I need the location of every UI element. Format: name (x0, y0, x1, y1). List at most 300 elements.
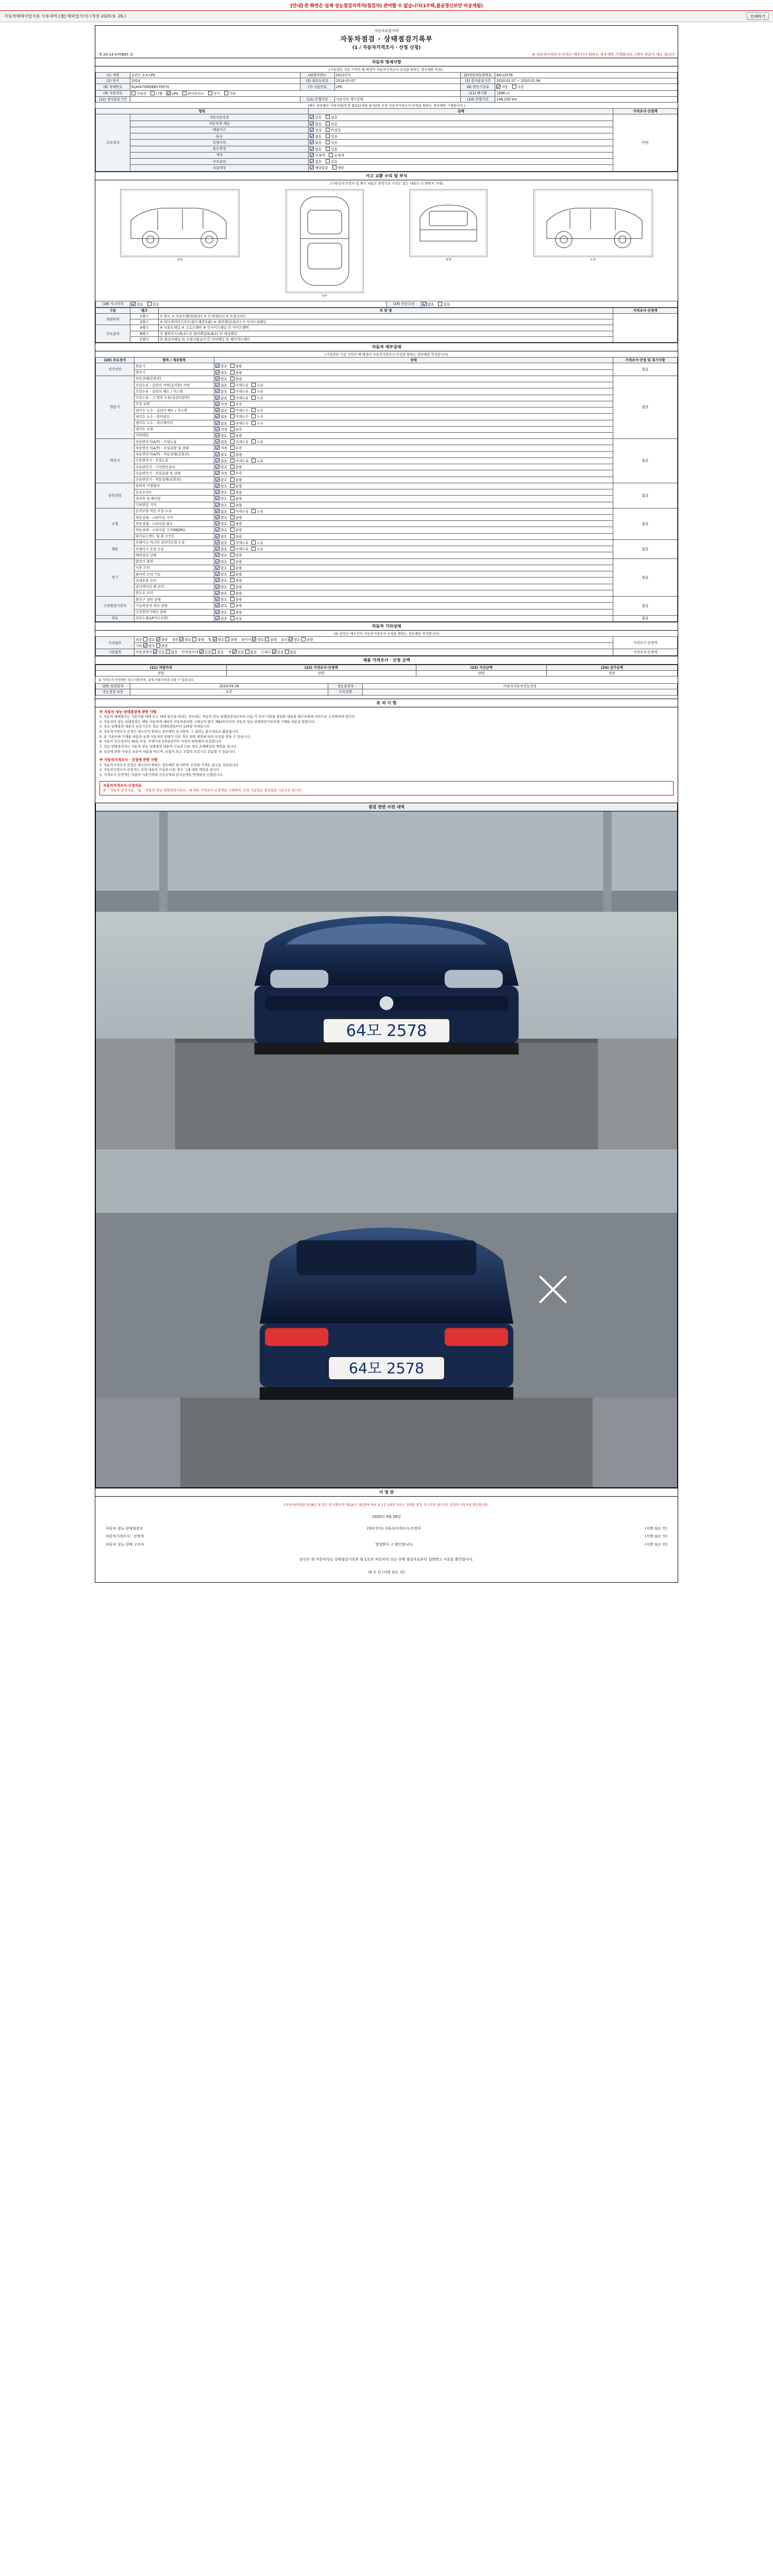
detail-item-label: 구동축전지 격리 상태 (135, 603, 214, 609)
table-row (96, 464, 678, 470)
detail-item-state (214, 508, 613, 514)
opt-achromatic[interactable]: 무채색 (310, 153, 325, 158)
opt-none[interactable]: 없음 (310, 147, 322, 151)
section-accident-title: 사고 교환 수리 및 부식 (95, 172, 678, 180)
accident-legend-value (130, 301, 387, 307)
signature-date: 2020년 9월 26일 (372, 1514, 401, 1519)
table-row (96, 388, 678, 395)
page-subtitle: (1 / 자동차가격조사 · 산정 신청) (352, 45, 421, 50)
detail-option[interactable]: 불량 (230, 484, 242, 488)
detail-item-state (214, 457, 613, 464)
detail-option[interactable]: 불량 (230, 560, 242, 564)
detail-option[interactable]: 불량 (230, 433, 242, 438)
misc-repair-cells (135, 637, 613, 643)
detail-option[interactable]: 누유 (251, 389, 263, 394)
parts-list-1: ① 후드 ② 프론트휀더(좌/우) ③ 도어(좌/우) ④ 트렁크리드 (159, 313, 613, 319)
detail-option[interactable]: 미세누유 (230, 389, 248, 394)
status-state-7 (309, 152, 613, 158)
detail-option[interactable]: 양호 (215, 528, 227, 532)
terms-item: 3. 가격조사·산정액은 차량의 기본가격에 가산금액과 감가금액을 반영하여 산출합니다. (99, 772, 224, 777)
detail-option[interactable]: 누유 (251, 439, 263, 444)
parts-col-parts: 부 위 명 (159, 308, 613, 313)
detail-option[interactable]: 불량 (230, 572, 242, 577)
detail-option[interactable]: 불량 (230, 364, 242, 368)
detail-option[interactable]: 미세누유 (230, 459, 248, 463)
detail-option[interactable]: 없음 (215, 509, 227, 514)
detail-item-state (214, 615, 613, 621)
detail-item-label: 시동 모터 (135, 565, 214, 571)
table-row (96, 313, 678, 319)
detail-item-state (214, 590, 613, 596)
detail-option[interactable]: 누유 (251, 383, 263, 387)
basic-label-5b: (13) 주행거리 (300, 96, 334, 102)
detail-item-label: 발전기 출력 (135, 558, 214, 565)
detail-option[interactable]: 양호 (215, 534, 227, 539)
table-row (96, 615, 678, 621)
section-misc-note: (4) 항목은 매수인이 자동차가격조사·산정을 원하는 경우에만 작성합니다) (333, 632, 440, 636)
detail-option[interactable]: 미세누유 (230, 547, 248, 551)
transmission-auto[interactable]: 자동 (496, 84, 508, 89)
basic-label-3b: (7) 사용연료 (300, 84, 334, 90)
table-row (96, 301, 678, 307)
detail-option[interactable]: 양호 (215, 603, 227, 608)
detail-col-4: 가격조사·산정 및 특기사항 (613, 358, 678, 363)
table-row (96, 515, 678, 521)
basic-value-4 (130, 90, 461, 96)
parts-group-2: 주요골격 (96, 325, 130, 343)
misc-etc[interactable]: 기타 양호 불량 (136, 644, 168, 649)
detail-option[interactable]: 누유 (251, 547, 263, 551)
table-row (96, 325, 678, 331)
table-row (96, 84, 678, 90)
detail-option[interactable]: 불량 (230, 603, 242, 608)
detail-option[interactable]: 미세누수 (230, 414, 248, 419)
table-row (96, 584, 678, 590)
detail-option[interactable]: 양호 (215, 560, 227, 564)
detail-option[interactable]: 불량 (230, 478, 242, 482)
detail-option[interactable]: 없음 (215, 421, 227, 426)
detail-option[interactable]: 없음 (215, 408, 227, 413)
fuel-lpg[interactable]: LPG (166, 91, 178, 96)
inspector-table (95, 683, 678, 695)
doc-number-row (95, 52, 678, 58)
detail-option[interactable]: 양호 (215, 496, 227, 501)
window-titlebar (0, 11, 773, 22)
detail-option[interactable]: 불량 (230, 465, 242, 469)
table-row (96, 643, 678, 649)
detail-option[interactable]: 양호 (215, 566, 227, 570)
table-row (96, 565, 678, 571)
detail-option[interactable]: 미세누유 (230, 383, 248, 387)
detail-option[interactable]: 불량 (230, 534, 242, 539)
detail-item-label: 커먼레일 (135, 432, 214, 438)
section-basic-title: 자동차 명세사항 (95, 58, 678, 66)
detail-group-label: 조향 (96, 508, 135, 539)
detail-option[interactable]: 불량 (230, 591, 242, 596)
table-row (96, 496, 678, 502)
detail-option[interactable]: 불량 (230, 610, 242, 615)
table-row (96, 603, 678, 609)
fuel-etc[interactable]: 기타 (224, 91, 236, 96)
terms-s2-list (99, 763, 674, 778)
detail-item-label: 와이퍼 모터 기능 (135, 571, 214, 578)
detail-item-state (214, 558, 613, 565)
detail-option[interactable]: 불량 (230, 585, 242, 589)
detail-option[interactable]: 누수 (251, 408, 263, 413)
detail-option[interactable]: 양호 (215, 515, 227, 520)
transmission-manual[interactable]: 수동 (512, 84, 524, 89)
status-state-2 (309, 121, 613, 127)
detail-item-state (214, 578, 613, 584)
fuel-gasoline[interactable]: 가솔린 (131, 91, 146, 96)
opt-exist[interactable]: 있음 (326, 140, 338, 145)
inspector-k2: 성능점검자 (328, 684, 363, 689)
buyer-sign-label[interactable]: 매 수 인 (서명 또는 인) (368, 1570, 405, 1575)
detail-option[interactable]: 누유 (251, 540, 263, 545)
detail-option[interactable]: 누유 (251, 509, 263, 514)
detail-option[interactable]: 양호 (215, 572, 227, 577)
section-detail-title: 자동차 세부상태 (95, 343, 678, 351)
opt-exist[interactable]: 있음 (326, 159, 338, 164)
detail-option[interactable]: 없음 (215, 383, 227, 387)
opt-chromatic[interactable]: 유채색 (329, 153, 344, 158)
table-row (96, 432, 678, 438)
detail-option[interactable]: 양호 (215, 585, 227, 589)
detail-item-state (214, 432, 613, 438)
misc-interior[interactable]: 내장 양호 불량 (172, 638, 204, 642)
detail-option[interactable]: 양호 (215, 490, 227, 495)
detail-option[interactable]: 불량 (230, 553, 242, 557)
detail-option[interactable]: 없음 (215, 547, 227, 551)
detail-option[interactable]: 양호 (215, 610, 227, 615)
status-item-9: 리콜대상 (130, 165, 309, 171)
final-val-2: 만원 (226, 670, 416, 676)
table-row (96, 420, 678, 426)
opt-exist[interactable]: 있음 (326, 147, 338, 151)
detail-option[interactable]: 불량 (230, 566, 242, 570)
table-row (96, 670, 678, 676)
table-row (96, 426, 678, 432)
opt-na[interactable]: 해당없음 (310, 165, 328, 170)
detail-item-state (214, 408, 613, 414)
print-button[interactable]: 인쇄하기 (747, 12, 769, 20)
section-misc-title: 자동차 기타상태 (95, 622, 678, 631)
detail-group-label: 원동기 (96, 376, 135, 438)
detail-item-label: 냉각수 누수 - 워터펌프 (135, 414, 214, 420)
opt-exist[interactable]: 있음 (326, 134, 338, 139)
sign-mid-1: (매수인이) 자동차가격조사·산정자 (366, 1526, 421, 1531)
detail-option[interactable]: 양호 (215, 484, 227, 488)
accident-exist[interactable]: 있음 (147, 302, 159, 307)
status-item-6: 용도변경 (130, 146, 309, 152)
detail-option[interactable]: 불량 (230, 503, 242, 507)
detail-option[interactable]: 없음 (215, 414, 227, 419)
detail-option[interactable]: 양호 (215, 591, 227, 596)
table-row (96, 489, 678, 496)
detail-option[interactable]: 누유 (251, 396, 263, 400)
photo-section (95, 803, 678, 1488)
detail-item-label: 오일 유량 (135, 401, 214, 407)
signature-notice: [자동차관리법] 제 58조 및 같은 법 시행규칙 제120조 제1항에 따라 위 1호 2개항 부터는 상태를 점검, 다 1호와 제시지조 산업자 사업자를 확인합니다. (284, 1503, 489, 1507)
table-row (96, 319, 678, 325)
repair-none[interactable]: 없음 (423, 302, 434, 307)
detail-option[interactable]: 양호 (215, 377, 227, 381)
detail-option[interactable]: 부족 (230, 471, 242, 476)
detail-group-label: 자기진단 (96, 363, 135, 376)
parts-list-5: ⑮ 플로어패널 ⑯ 트렁크플로어 ⑰ 리어패널 ⑱ 패키지트레이 (159, 336, 613, 342)
detail-option[interactable]: 미세누수 (230, 408, 248, 413)
status-state-3 (309, 127, 613, 133)
parts-list-2: ⑤ 라디에이터서포트(볼트체결부품) ⑥ 쿼터패널(좌/우) ⑦ 사이드실패널 (159, 319, 613, 325)
detail-option[interactable]: 양호 (215, 578, 227, 583)
inspector-v3: 보증 (130, 689, 328, 695)
detail-item-label: 작동상태(공회전) (135, 376, 214, 382)
detail-item-label: 냉각수 누수 - 라디에이터 (135, 420, 214, 426)
misc-triangle[interactable]: 안전삼각대 있음 없음 (181, 650, 224, 655)
detail-item-label: 변속기 (135, 369, 214, 376)
status-item-7: 색상 (130, 152, 309, 158)
table-row (96, 597, 678, 603)
basic-label-2b: (5) 최초등록일 (300, 78, 334, 84)
misc-table (95, 636, 678, 656)
detail-option[interactable]: 부족 (230, 402, 242, 406)
misc-spanner[interactable]: 스패너 있음 없음 (261, 650, 297, 655)
basic-label-2: (2) 연식 (96, 78, 130, 84)
misc-glass[interactable]: 유리 양호 불량 (281, 638, 313, 642)
detail-item-label: 수동변속기 - 오일누유 (135, 457, 214, 464)
detail-option[interactable]: 불량 (230, 528, 242, 532)
detail-item-label: 동력조향 작동 오일 누유 (135, 508, 214, 514)
fuel-diesel[interactable]: 디젤 (150, 91, 162, 96)
misc-basic-cells (135, 649, 613, 655)
section-final-title: 제품 가격조사 · 산정 금액 (95, 656, 678, 665)
parts-col-group: 구분 (96, 308, 130, 313)
detail-option[interactable]: 적정 (215, 402, 227, 406)
opt-none[interactable]: 없음 (310, 134, 322, 139)
basic-label-4: (9) 사용연료 (96, 90, 130, 96)
sign-mark-3[interactable]: (서명 또는 인) (645, 1542, 667, 1547)
detail-option[interactable]: 불량 (230, 452, 242, 457)
detail-option[interactable]: 적정 (215, 427, 227, 432)
table-row (96, 376, 678, 382)
detail-item-label: 실내송풍 모터 (135, 578, 214, 584)
detail-item-label: 자동변속기(A/T) - 작동상태(공회전) (135, 451, 214, 457)
detail-item-state (214, 477, 613, 483)
table-row (96, 665, 678, 670)
detail-option[interactable]: 불량 (230, 377, 242, 381)
basic-label-5: (12) 검사유효기간 (96, 96, 130, 102)
fuel-hybrid[interactable]: 하이브리드 (182, 91, 204, 96)
detail-group-label: 변속기 (96, 439, 135, 483)
table-row (96, 470, 678, 477)
accident-legend-table (95, 301, 678, 308)
table-row (96, 358, 678, 363)
detail-option[interactable]: 미세누유 (230, 509, 248, 514)
view-label-left: 좌측 (177, 258, 183, 262)
opt-none[interactable]: 없음 (310, 159, 322, 164)
table-row (96, 121, 678, 127)
detail-item-label: 디퍼렌셜 기어 (135, 502, 214, 508)
detail-option[interactable]: 양호 (215, 452, 227, 457)
detail-option[interactable]: 불량 (230, 521, 242, 526)
accident-parts-table (95, 308, 678, 343)
detail-item-state (214, 609, 613, 615)
detail-option[interactable]: 없음 (215, 540, 227, 545)
misc-exterior[interactable]: 외장 양호 불량 (136, 638, 168, 642)
detail-group-note: 없음 (613, 363, 678, 376)
misc-jack[interactable]: 잭 있음 없음 (228, 650, 257, 655)
table-row (96, 609, 678, 615)
opt-normal[interactable]: 정상 (310, 128, 322, 132)
parts-rank-3: A랭크 (130, 325, 159, 331)
status-col-state: 상태 (309, 109, 613, 114)
detail-group-note: 없음 (613, 376, 678, 438)
table-row (96, 152, 678, 158)
detail-option[interactable]: 없음 (215, 389, 227, 394)
detail-option[interactable]: 양호 (215, 465, 227, 469)
detail-option[interactable]: 양호 (215, 553, 227, 557)
detail-option[interactable]: 적정 (215, 471, 227, 476)
accident-none[interactable]: 없음 (131, 302, 143, 307)
detail-item-label: 작동상태 - 스티어링 기어(MDPS) (135, 527, 214, 533)
basic-value-5c: 148,200 km (495, 96, 678, 102)
final-val-3: 만원 (416, 670, 547, 676)
detail-option[interactable]: 불량 (230, 496, 242, 501)
inspector-v4 (363, 689, 678, 695)
status-header-note: (매도 전봇줄은 기록사항/인정 별표1(내업 용사2한 산정 자동차가격조사·산정을 원하는 경우에만 기재합니다.) (308, 104, 465, 108)
detail-option[interactable]: 양호 (215, 521, 227, 526)
page-title: 자동차점검 · 상태점검기록부 (340, 36, 433, 43)
table-row (96, 483, 678, 489)
table-row (96, 165, 678, 171)
detail-item-label: 작동상태 - 스티어링 기어 (135, 515, 214, 521)
detail-group-label: 제동 (96, 539, 135, 558)
detail-option[interactable]: 양호 (215, 364, 227, 368)
section-accident-note: (기록검사·산정자 및 해시 내용은 원칙으로 사진도 있는 내용은 다 명하지 기대) (330, 181, 443, 185)
detail-option[interactable]: 양호 (215, 503, 227, 507)
parts-rank-4: B랭크 (130, 331, 159, 336)
detail-option[interactable]: 양호 (215, 597, 227, 602)
detail-item-state (214, 539, 613, 546)
status-col-price: 가격조사·산정액 (613, 109, 678, 114)
detail-option[interactable]: 없음 (215, 439, 227, 444)
repair-legend-label: (19) 단순수리 (386, 301, 421, 307)
table-row (96, 457, 678, 464)
doc-kind: 자동차보험이력 (374, 29, 399, 33)
detail-item-state (214, 496, 613, 502)
repair-exist[interactable]: 있음 (438, 302, 450, 307)
parts-rank-5: C랭크 (130, 336, 159, 342)
basic-label-1: (1) 차명 (96, 73, 130, 78)
table-row (96, 578, 678, 584)
detail-option[interactable]: 없음 (215, 459, 227, 463)
detail-item-label: 자동변속기(A/T) - 오일유량 및 상태 (135, 445, 214, 451)
detail-item-label: 클러치 어셈블리 (135, 483, 214, 489)
detail-option[interactable]: 양호 (215, 478, 227, 482)
view-label-right: 우측 (590, 258, 596, 262)
detail-table (95, 357, 678, 622)
opt-abnormal[interactable]: 비정상 (326, 128, 341, 132)
fuel-electric[interactable]: 전기 (208, 91, 220, 96)
detail-group-label: 동력전달 (96, 483, 135, 508)
basic-value-1: 올란도 2.0 LPG (130, 73, 300, 78)
detail-group-note: 없음 (613, 597, 678, 616)
detail-option[interactable]: 있음 (230, 616, 242, 621)
detail-col-2: 항목 / 세부항목 (135, 358, 214, 363)
table-row (96, 571, 678, 578)
detail-option[interactable]: 없음 (215, 616, 227, 621)
opt-none[interactable]: 없음 (310, 122, 322, 126)
table-row (96, 408, 678, 414)
detail-item-state (214, 401, 613, 407)
detail-option[interactable]: 누유 (251, 459, 263, 463)
basic-value-4c: 1998 cc (495, 90, 678, 96)
detail-option[interactable]: 미세누유 (230, 540, 248, 545)
sign-mark-1[interactable]: (서명 또는 인) (645, 1526, 667, 1531)
detail-option[interactable]: 누수 (251, 414, 263, 419)
final-footer-note: ※ 가격조사·산정액은 참고사항이며, 실제 거래가격과 다를 수 있습니다. (98, 679, 195, 683)
detail-option[interactable]: 미세누수 (230, 421, 248, 426)
table-row (96, 159, 678, 165)
terms-s3-title: 자동차가격조사·산정자료 (103, 783, 142, 788)
table-row (96, 689, 678, 695)
basic-value-2: 2014 (130, 78, 300, 84)
misc-manual[interactable]: 사용설명서 있음 없음 (136, 650, 178, 655)
detail-option[interactable]: 미세누유 (230, 439, 248, 444)
detail-item-state (214, 369, 613, 376)
detail-option[interactable]: 불량 (230, 515, 242, 520)
table-row (96, 590, 678, 596)
detail-option[interactable]: 적정 (215, 446, 227, 450)
opt-none[interactable]: 없음 (310, 140, 322, 145)
parts-col-price: 가격조사·산정액 (613, 308, 678, 313)
status-item-8: 주요옵션 (130, 159, 309, 165)
misc-price: 가격조사·산정액 (613, 637, 678, 649)
detail-option[interactable]: 부족 (230, 427, 242, 432)
detail-option[interactable]: 미세누유 (230, 396, 248, 400)
table-row (96, 539, 678, 546)
final-col-2: (22) 가격조사·산정액 (226, 665, 416, 670)
table-row (96, 73, 678, 78)
opt-exist[interactable]: 있음 (326, 122, 338, 126)
detail-option[interactable]: 양호 (215, 433, 227, 438)
detail-item-label: 냉각수 누수 - 실린더 헤드 / 가스켓 (135, 408, 214, 414)
misc-tire[interactable]: 타이어 양호 불량 (241, 638, 277, 642)
opt-applicable[interactable]: 해당 (332, 165, 344, 170)
opt-yes[interactable]: 있음 (310, 115, 322, 120)
opt-no[interactable]: 없음 (326, 115, 338, 120)
detail-item-state (214, 445, 613, 451)
sign-mark-2[interactable]: (서명 또는 인) (645, 1534, 667, 1539)
final-col-1: (21) 차량가격 (96, 665, 227, 670)
detail-option[interactable]: 없음 (215, 396, 227, 400)
detail-option[interactable]: 불량 (230, 490, 242, 495)
status-state-9 (309, 165, 613, 171)
detail-item-state (214, 603, 613, 609)
misc-wheel[interactable]: 휠 양호 불량 (208, 638, 238, 642)
detail-option[interactable]: 양호 (215, 370, 227, 375)
status-group-label: 주요장치 (96, 114, 130, 171)
detail-option[interactable]: 불량 (230, 578, 242, 583)
detail-item-label: 원동기 (135, 363, 214, 369)
detail-option[interactable]: 누수 (251, 421, 263, 426)
repair-legend-value (421, 301, 678, 307)
detail-option[interactable]: 부족 (230, 446, 242, 450)
detail-group-note: 없음 (613, 558, 678, 596)
detail-option[interactable]: 불량 (230, 370, 242, 375)
detail-option[interactable]: 불량 (230, 597, 242, 602)
parts-rank-1: 1랭크 (130, 313, 159, 319)
